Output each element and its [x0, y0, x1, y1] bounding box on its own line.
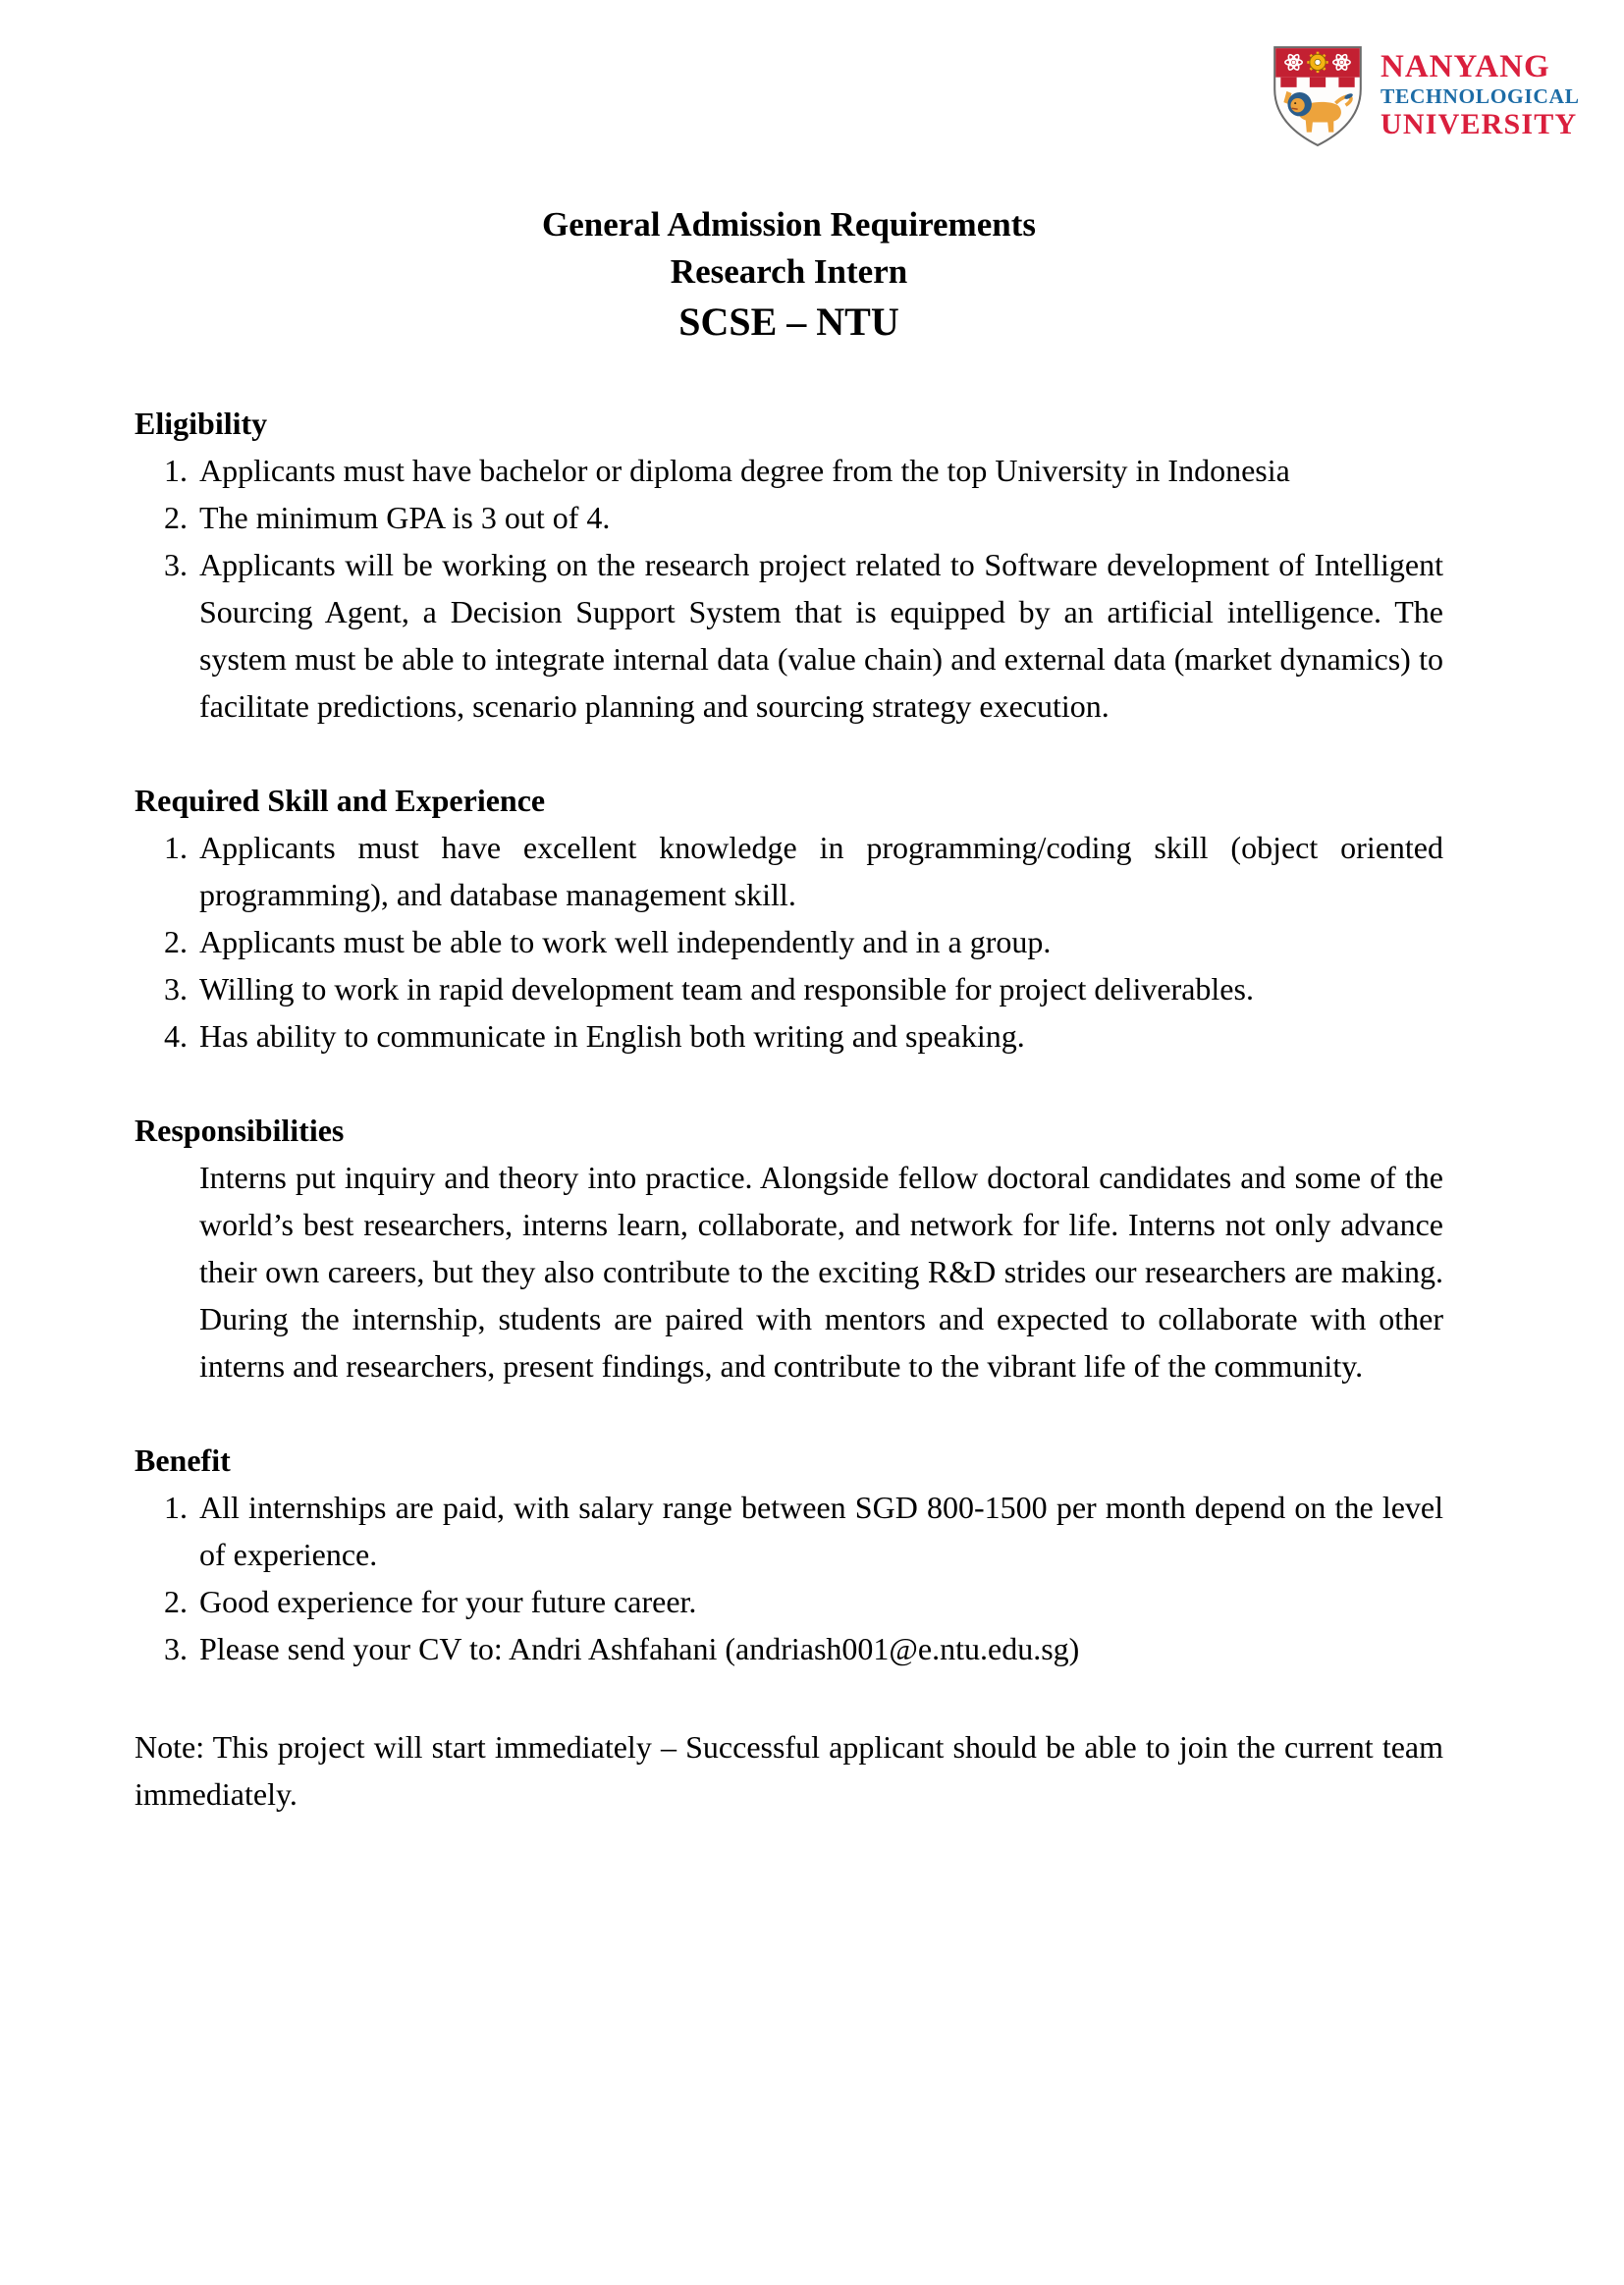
list-text: Applicants must be able to work well independently and in a group. [199, 924, 1052, 959]
list-marker: 2. [164, 1584, 188, 1619]
skills-list [135, 824, 1443, 1060]
list-marker: 3. [164, 1631, 188, 1666]
list-item [135, 1578, 1443, 1625]
section-heading-eligibility: Eligibility [135, 406, 268, 441]
list-marker: 3. [164, 547, 188, 582]
list-item [135, 494, 1443, 541]
list-marker: 3. [164, 971, 188, 1006]
note-text: Note: This project will start immediately – Successful applicant should be able to join the current team immediately. [135, 1729, 1443, 1812]
list-marker: 1. [164, 1490, 188, 1525]
list-item [135, 918, 1443, 965]
list-item [135, 1012, 1443, 1060]
list-item [135, 965, 1443, 1012]
benefit-list [135, 1484, 1443, 1672]
title-line-2: Research Intern [670, 252, 908, 291]
list-marker: 1. [164, 830, 188, 865]
list-text: Good experience for your future career. [199, 1584, 697, 1619]
ntu-wordmark-line3: UNIVERSITY [1380, 108, 1578, 140]
list-item [135, 1484, 1443, 1578]
list-text: Willing to work in rapid development team and responsible for project deliverables. [199, 971, 1254, 1006]
ntu-crest-icon [1267, 41, 1369, 149]
eligibility-list [135, 447, 1443, 730]
list-item [135, 824, 1443, 918]
ntu-wordmark [1380, 41, 1580, 139]
ntu-wordmark-line1: NANYANG [1380, 49, 1550, 84]
list-text: Applicants must have bachelor or diploma degree from the top University in Indonesia [199, 453, 1290, 488]
list-item [135, 541, 1443, 730]
list-marker: 4. [164, 1018, 188, 1054]
section-heading-benefit: Benefit [135, 1442, 231, 1478]
list-item [135, 447, 1443, 494]
title-line-1: General Admission Requirements [542, 205, 1036, 244]
list-text: Please send your CV to: Andri Ashfahani (andriash001@e.ntu.edu.sg) [199, 1631, 1080, 1666]
list-marker: 1. [164, 453, 188, 488]
list-text: Applicants will be working on the research project related to Software development of Intelligent Sourcing Agent, a Decision Support System that is equipped by an artificial intelligence. The system must be able to integrate internal data (value chain) and external data (market dynamics) to facilitate predictions, scenario planning and sourcing strategy execution. [199, 547, 1443, 724]
ntu-wordmark-line2: TECHNOLOGICAL [1380, 84, 1580, 108]
list-marker: 2. [164, 500, 188, 535]
responsibilities-paragraph: Interns put inquiry and theory into practice. Alongside fellow doctoral candidates and some of the world’s best researchers, interns learn, collaborate, and network for life. Interns not only advance their own careers, but they also contribute to the exciting R&D strides our researchers are making. During the internship, students are paired with mentors and expected to collaborate with other interns and researchers, present findings, and contribute to the vibrant life of the community. [199, 1160, 1443, 1384]
list-text: The minimum GPA is 3 out of 4. [199, 500, 611, 535]
section-heading-responsibilities: Responsibilities [135, 1113, 345, 1148]
ntu-logo [1267, 41, 1580, 149]
list-text: All internships are paid, with salary range between SGD 800-1500 per month depend on the level of experience. [199, 1490, 1443, 1572]
list-text: Has ability to communicate in English both writing and speaking. [199, 1018, 1025, 1054]
list-item [135, 1625, 1443, 1672]
title-line-3: SCSE – NTU [678, 299, 899, 344]
list-marker: 2. [164, 924, 188, 959]
section-heading-skills: Required Skill and Experience [135, 783, 546, 818]
list-text: Applicants must have excellent knowledge in programming/coding skill (object oriented programming), and database management skill. [199, 830, 1443, 912]
document-title [135, 201, 1443, 349]
